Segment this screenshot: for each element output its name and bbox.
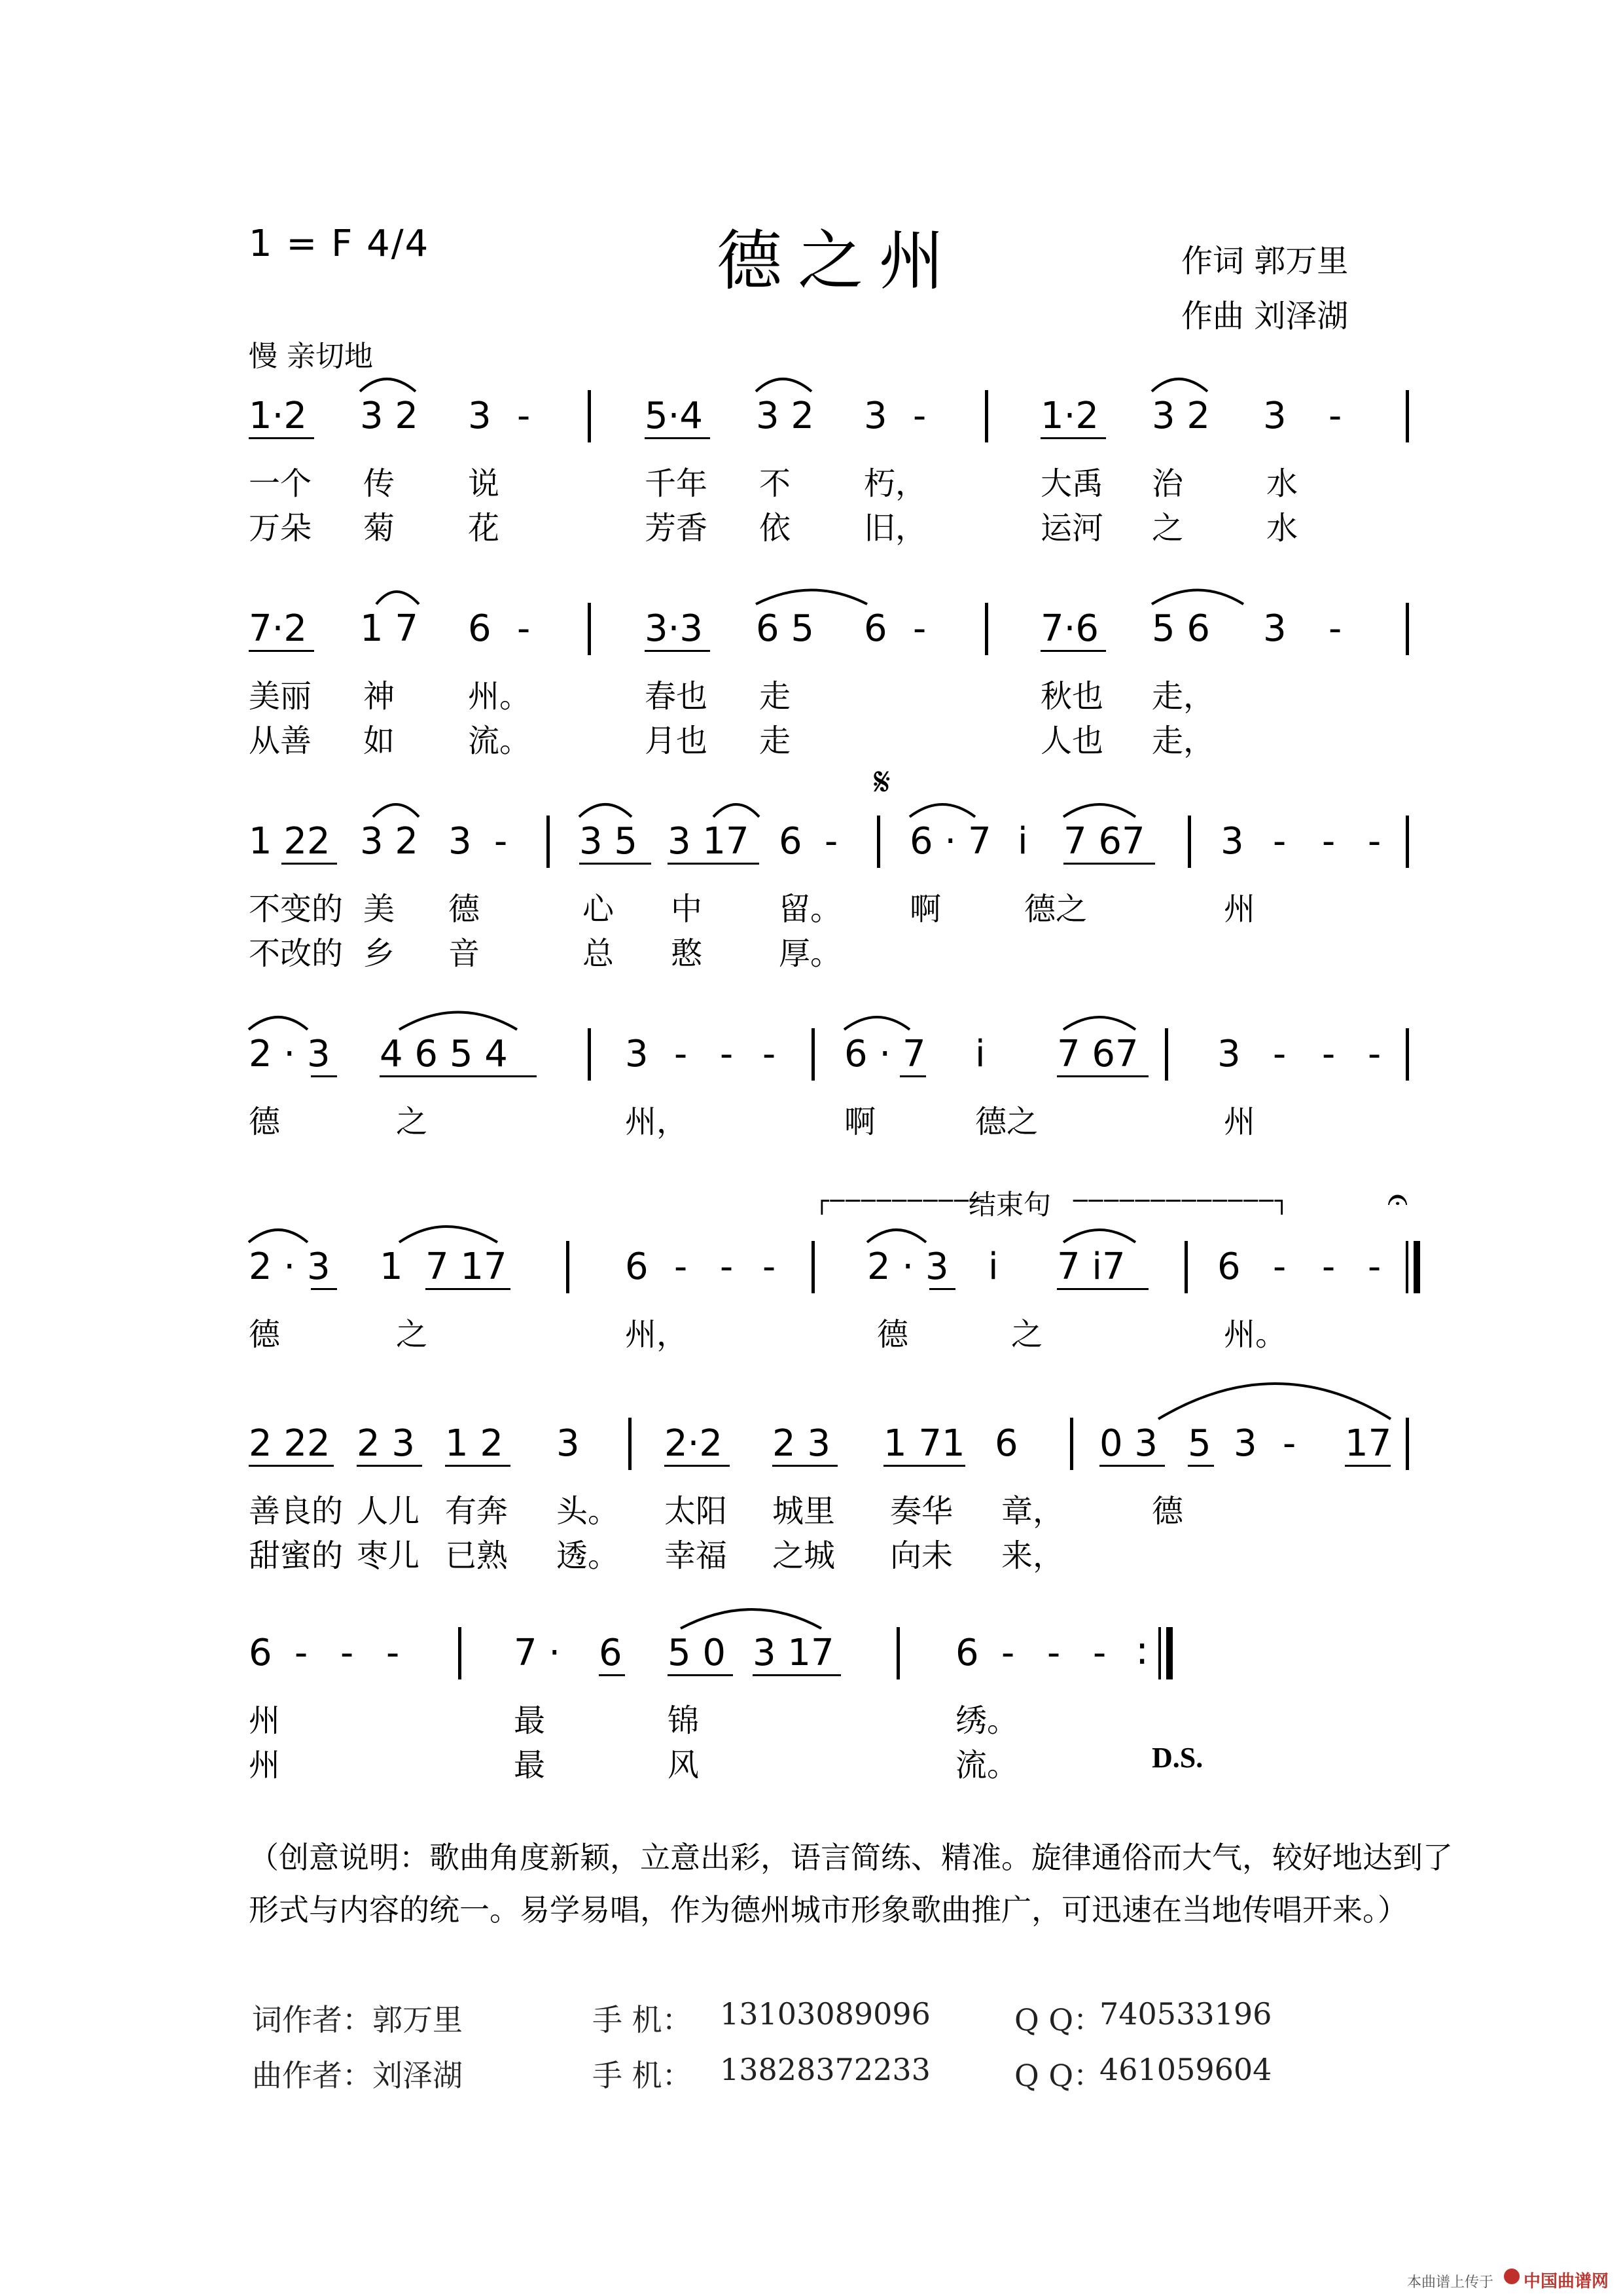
note: 0 3 xyxy=(1099,1422,1158,1465)
underline xyxy=(668,1674,733,1676)
lyric: 城里 xyxy=(772,1493,836,1530)
note: 3 2 xyxy=(360,820,419,863)
slur xyxy=(373,804,419,817)
lyric: 之 xyxy=(1152,510,1184,547)
underline xyxy=(772,1465,838,1467)
lyric: 流。 xyxy=(955,1747,1019,1784)
slur xyxy=(910,804,975,817)
note: - xyxy=(913,395,927,437)
note: - xyxy=(340,1632,354,1674)
score-row-5 xyxy=(0,1244,1623,1309)
lyric: 绣。 xyxy=(955,1702,1019,1739)
note: - xyxy=(913,607,927,650)
note: 7 · xyxy=(514,1632,561,1674)
lyricist-name: 词作者：郭万里 xyxy=(252,2002,463,2037)
lyric: 流。 xyxy=(468,723,531,759)
underline xyxy=(645,437,710,439)
note: 1·2 xyxy=(1041,395,1099,437)
note: 2 3 xyxy=(772,1422,831,1465)
segno-sign: 𝄋 xyxy=(874,759,891,805)
lyric: 万朵 xyxy=(249,510,312,547)
lyric: 州 xyxy=(249,1702,281,1739)
note: - xyxy=(720,1246,734,1288)
note: - xyxy=(517,607,531,650)
note: 3 2 xyxy=(1152,395,1211,437)
underline xyxy=(249,1465,334,1467)
lyric: 州， xyxy=(625,1316,688,1353)
lyric: 透。 xyxy=(556,1537,620,1574)
note: 6 xyxy=(955,1632,979,1674)
lyric: 一个 xyxy=(249,465,312,502)
note: 1 xyxy=(380,1246,403,1288)
upload-note: 本曲谱上传于 xyxy=(1407,2274,1494,2291)
ending-bracket-left: ┌────────── xyxy=(815,1188,986,1215)
lyric: 旧， xyxy=(864,510,927,547)
lyricist-credit: 作词 郭万里 xyxy=(1181,243,1349,279)
note: i xyxy=(1018,820,1028,863)
score-row-2 xyxy=(0,605,1623,671)
lyric: 传 xyxy=(363,465,395,502)
barline xyxy=(546,816,550,868)
qq-label: Q Q： xyxy=(1014,2058,1104,2093)
note: 3 xyxy=(1263,607,1287,650)
lyric: 州， xyxy=(625,1103,688,1140)
lyric: 甜蜜的 xyxy=(249,1537,344,1574)
lyric: 向未 xyxy=(890,1537,954,1574)
note: 1 71 xyxy=(883,1422,965,1465)
slur xyxy=(1158,1384,1391,1419)
note: 2 3 xyxy=(357,1422,416,1465)
fermata-icon: 𝄐 xyxy=(1387,1178,1408,1221)
note: - xyxy=(1368,1033,1382,1075)
slur xyxy=(1063,1017,1135,1030)
repeat-barline-thin xyxy=(1158,1627,1161,1679)
underline xyxy=(1345,1465,1391,1467)
lyric: 中 xyxy=(671,891,703,927)
lyric: 善良的 xyxy=(249,1493,344,1530)
barline xyxy=(985,603,988,655)
score-row-6 xyxy=(0,1420,1623,1486)
note: 3 2 xyxy=(756,395,815,437)
note: - xyxy=(517,395,531,437)
lyric: 最 xyxy=(514,1702,546,1739)
lyric: 太阳 xyxy=(664,1493,728,1530)
lyric: 来， xyxy=(1001,1537,1065,1574)
note: 2 22 xyxy=(249,1422,330,1465)
underline xyxy=(445,1465,510,1467)
ending-label: 结束句 xyxy=(969,1189,1052,1221)
slur xyxy=(1152,590,1243,605)
lyric: 啊 xyxy=(844,1103,876,1140)
barline xyxy=(812,1241,815,1293)
lyric: 走 xyxy=(759,678,791,715)
lyricist-qq: 740533196 xyxy=(1099,1996,1272,2032)
lyric: 春也 xyxy=(645,678,708,715)
underline xyxy=(249,650,314,652)
note: 4 6 5 4 xyxy=(380,1033,508,1075)
note: 3 xyxy=(468,395,491,437)
note: 6 · 7 xyxy=(844,1033,926,1075)
qq-label: Q Q： xyxy=(1014,2002,1104,2037)
lyric: 治 xyxy=(1152,465,1184,502)
lyric: 啊 xyxy=(910,891,942,927)
underline xyxy=(1041,650,1106,652)
note: 5 6 xyxy=(1152,607,1211,650)
lyric: 德 xyxy=(877,1316,909,1353)
barline xyxy=(1406,390,1409,442)
barline xyxy=(985,390,988,442)
lyric: 水 xyxy=(1266,465,1298,502)
lyric: 憨 xyxy=(671,935,703,972)
composer-credit: 作曲 刘泽湖 xyxy=(1181,298,1349,334)
note: 3 xyxy=(625,1033,649,1075)
barline xyxy=(1185,1241,1188,1293)
note: - xyxy=(294,1632,308,1674)
note: 3 xyxy=(556,1422,580,1465)
barline xyxy=(458,1627,461,1679)
slur xyxy=(681,1609,821,1628)
slur xyxy=(756,590,867,605)
underline xyxy=(1041,437,1106,439)
lyric: 不 xyxy=(759,465,791,502)
note: - xyxy=(1001,1632,1015,1674)
slur xyxy=(360,379,416,391)
note: - xyxy=(1273,820,1287,863)
underline xyxy=(380,1075,537,1077)
note: - xyxy=(825,820,838,863)
note: 6 xyxy=(779,820,802,863)
note: 1·2 xyxy=(249,395,308,437)
note: - xyxy=(1322,1033,1336,1075)
site-logo-icon xyxy=(1504,2269,1520,2284)
note: 3 xyxy=(864,395,887,437)
lyric: 德 xyxy=(249,1103,281,1140)
phone-label: 手 机： xyxy=(592,2058,692,2093)
barline xyxy=(588,603,591,655)
slur xyxy=(376,592,419,604)
lyric: 依 xyxy=(759,510,791,547)
barline xyxy=(812,1028,815,1081)
note: 5 0 xyxy=(668,1632,726,1674)
underline xyxy=(753,1674,841,1676)
lyric: 德之 xyxy=(975,1103,1039,1140)
lyric: 运河 xyxy=(1041,510,1104,547)
note: i xyxy=(988,1246,999,1288)
composer-qq: 461059604 xyxy=(1099,2052,1272,2087)
lyricist-phone: 13103089096 xyxy=(720,1996,931,2032)
underline xyxy=(249,437,314,439)
final-barline-thick xyxy=(1414,1241,1420,1293)
lyric: 锦 xyxy=(668,1702,700,1739)
note: 6 xyxy=(625,1246,649,1288)
ending-bracket-right: ─────────────┐ xyxy=(1073,1188,1291,1215)
slur xyxy=(713,804,759,817)
lyric: 心 xyxy=(582,891,615,927)
lyric: 乡 xyxy=(363,935,395,972)
note: 3 17 xyxy=(753,1632,834,1674)
note: - xyxy=(1283,1422,1296,1465)
lyric: 头。 xyxy=(556,1493,620,1530)
note: - xyxy=(1368,1246,1382,1288)
note: 7 67 xyxy=(1057,1033,1139,1075)
lyric: 秋也 xyxy=(1041,678,1104,715)
note: - xyxy=(1322,820,1336,863)
slur xyxy=(867,1230,926,1242)
note: - xyxy=(1047,1632,1061,1674)
lyric: 走， xyxy=(1152,723,1215,759)
final-barline-thin xyxy=(1406,1241,1408,1293)
slur xyxy=(756,379,812,391)
lyric: 不变的 xyxy=(249,891,344,927)
underline xyxy=(668,863,759,865)
lyric: 不改的 xyxy=(249,935,344,972)
note: 7 17 xyxy=(425,1246,507,1288)
underline xyxy=(1063,863,1155,865)
lyric: 千年 xyxy=(645,465,708,502)
underline xyxy=(1099,1465,1165,1467)
lyric: 美丽 xyxy=(249,678,312,715)
underline xyxy=(311,1288,337,1290)
note: - xyxy=(762,1246,776,1288)
composer-phone: 13828372233 xyxy=(720,2052,931,2087)
note: 7·6 xyxy=(1041,607,1099,650)
lyric: 月也 xyxy=(645,723,708,759)
lyric: 幸福 xyxy=(664,1537,728,1574)
note: 5 xyxy=(1188,1422,1211,1465)
note: - xyxy=(494,820,508,863)
note: 3 5 xyxy=(579,820,638,863)
lyric: 人儿 xyxy=(357,1493,420,1530)
description-line-1: （创意说明：歌曲角度新颖，立意出彩，语言简练、精准。旋律通俗而大气，较好地达到了 xyxy=(249,1840,1453,1875)
note: - xyxy=(1093,1632,1107,1674)
note: 1 22 xyxy=(249,820,330,863)
lyric: 已熟 xyxy=(445,1537,508,1574)
score-row-1 xyxy=(0,393,1623,458)
underline xyxy=(1057,1075,1149,1077)
slur xyxy=(399,1013,517,1030)
lyric: 德 xyxy=(249,1316,281,1353)
note: - xyxy=(1273,1033,1287,1075)
note: 3·3 xyxy=(645,607,704,650)
lyric: 音 xyxy=(448,935,480,972)
note: 6 xyxy=(599,1632,622,1674)
underline xyxy=(929,1288,955,1290)
lyric: 朽， xyxy=(864,465,927,502)
lyric: 章， xyxy=(1001,1493,1065,1530)
slur xyxy=(399,1227,497,1242)
underline xyxy=(883,1465,965,1467)
barline xyxy=(1070,1418,1073,1470)
lyric: 州。 xyxy=(1224,1316,1287,1353)
score-row-7 xyxy=(0,1630,1623,1695)
note: 2 · 3 xyxy=(867,1246,949,1288)
barline xyxy=(897,1627,900,1679)
lyric: 枣儿 xyxy=(357,1537,420,1574)
lyric: 之 xyxy=(1011,1316,1043,1353)
note: 6 xyxy=(995,1422,1018,1465)
lyric: 奏华 xyxy=(890,1493,954,1530)
note: - xyxy=(762,1033,776,1075)
barline xyxy=(1188,816,1191,868)
note: 3 2 xyxy=(360,395,419,437)
description-line-2: 形式与内容的统一。易学易唱，作为德州城市形象歌曲推广，可迅速在当地传唱开来。） xyxy=(249,1892,1408,1928)
note: 3 xyxy=(1263,395,1287,437)
note: - xyxy=(1329,607,1342,650)
underline xyxy=(357,1465,422,1467)
barline xyxy=(588,390,591,442)
ds-marking: D.S. xyxy=(1152,1742,1204,1774)
repeat-barline-thick xyxy=(1166,1627,1173,1679)
note: - xyxy=(674,1033,688,1075)
repeat-dots: : xyxy=(1135,1628,1149,1674)
underline xyxy=(645,650,710,652)
note: 6 xyxy=(864,607,887,650)
note: 3 xyxy=(1217,1033,1241,1075)
lyric: 花 xyxy=(468,510,500,547)
lyric: 留。 xyxy=(779,891,842,927)
lyric: 如 xyxy=(363,723,395,759)
note: 3 xyxy=(448,820,472,863)
note: - xyxy=(674,1246,688,1288)
note: 6 xyxy=(249,1632,272,1674)
barline xyxy=(588,1028,591,1081)
lyric: 芳香 xyxy=(645,510,708,547)
barline xyxy=(1406,1028,1409,1081)
note: 3 xyxy=(1234,1422,1257,1465)
lyric: 之 xyxy=(396,1103,428,1140)
slur xyxy=(1063,1230,1135,1242)
note: 1 7 xyxy=(360,607,419,650)
note: 2 · 3 xyxy=(249,1033,330,1075)
lyric: 德之 xyxy=(1024,891,1088,927)
note: - xyxy=(720,1033,734,1075)
lyric: 说 xyxy=(468,465,500,502)
song-title: 德之州 xyxy=(717,223,960,299)
lyric: 之城 xyxy=(772,1537,836,1574)
underline xyxy=(1188,1465,1214,1467)
lyric: 风 xyxy=(668,1747,700,1784)
underline xyxy=(311,1075,337,1077)
barline xyxy=(1165,1028,1168,1081)
lyric: 走 xyxy=(759,723,791,759)
lyric: 州 xyxy=(1224,1103,1256,1140)
slur xyxy=(1063,804,1135,817)
slur xyxy=(249,1017,308,1030)
note: 17 xyxy=(1345,1422,1392,1465)
underline xyxy=(599,1674,625,1676)
note: 7 i7 xyxy=(1057,1246,1126,1288)
slur xyxy=(579,804,632,817)
lyric: 大禹 xyxy=(1041,465,1104,502)
note: - xyxy=(1329,395,1342,437)
underline xyxy=(900,1075,926,1077)
underline xyxy=(425,1288,510,1290)
lyric: 菊 xyxy=(363,510,395,547)
note: 5·4 xyxy=(645,395,704,437)
lyric: 州 xyxy=(1224,891,1256,927)
barline xyxy=(1406,816,1409,868)
lyric: 州 xyxy=(249,1747,281,1784)
note: 6 · 7 xyxy=(910,820,991,863)
lyric: 最 xyxy=(514,1747,546,1784)
barline xyxy=(566,1241,569,1293)
lyric: 美 xyxy=(363,891,395,927)
lyric: 总 xyxy=(582,935,615,972)
lyric: 州。 xyxy=(468,678,531,715)
underline xyxy=(281,863,337,865)
note: 3 xyxy=(1221,820,1244,863)
note: 6 xyxy=(1217,1246,1241,1288)
note: - xyxy=(386,1632,400,1674)
note: - xyxy=(1273,1246,1287,1288)
barline xyxy=(877,816,880,868)
underline xyxy=(664,1465,730,1467)
lyric: 有奔 xyxy=(445,1493,508,1530)
key-signature: 1 = F 4/4 xyxy=(249,223,430,265)
lyric: 从善 xyxy=(249,723,312,759)
note: - xyxy=(1322,1246,1336,1288)
note: 6 5 xyxy=(756,607,815,650)
underline xyxy=(579,863,651,865)
barline xyxy=(1406,1418,1409,1470)
note: 7·2 xyxy=(249,607,308,650)
note: 3 17 xyxy=(668,820,749,863)
lyric: 走， xyxy=(1152,678,1215,715)
lyric: 德 xyxy=(1152,1493,1184,1530)
lyric: 神 xyxy=(363,678,395,715)
score-row-4 xyxy=(0,1031,1623,1096)
lyric: 人也 xyxy=(1041,723,1104,759)
barline xyxy=(1406,603,1409,655)
slur xyxy=(249,1230,308,1242)
note: i xyxy=(975,1033,986,1075)
note: 2 · 3 xyxy=(249,1246,330,1288)
tempo-marking: 慢 亲切地 xyxy=(249,340,373,373)
note: 6 xyxy=(468,607,491,650)
note: - xyxy=(1368,820,1382,863)
note: 2·2 xyxy=(664,1422,723,1465)
underline xyxy=(1057,1288,1149,1290)
lyric: 之 xyxy=(396,1316,428,1353)
composer-name: 曲作者：刘泽湖 xyxy=(252,2058,463,2093)
slur xyxy=(844,1017,910,1030)
phone-label: 手 机： xyxy=(592,2002,692,2037)
note: 1 2 xyxy=(445,1422,504,1465)
lyric: 德 xyxy=(448,891,480,927)
lyric: 水 xyxy=(1266,510,1298,547)
slur xyxy=(1152,379,1207,391)
note: 7 67 xyxy=(1063,820,1145,863)
score-row-3 xyxy=(0,818,1623,884)
lyric: 厚。 xyxy=(779,935,842,972)
barline xyxy=(628,1418,632,1470)
site-brand: 中国曲谱网 xyxy=(1524,2272,1609,2291)
